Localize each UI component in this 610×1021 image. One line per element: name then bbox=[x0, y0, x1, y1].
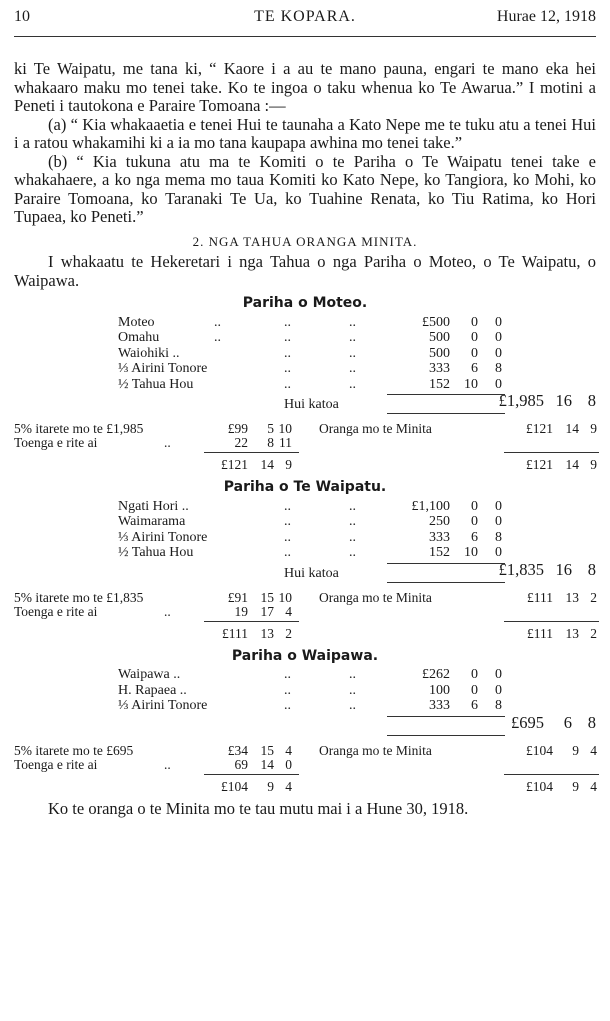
summary-left-rule bbox=[204, 452, 299, 453]
paragraph-motion-a: (a) “ Kia whakaaetia e tenei Hui te taunaha a Kato Nepe me te tuku atu a tenei Hui i a ratou whakamihi ki a ia mo tana kaupapa awhina mo tenei take.” bbox=[14, 114, 596, 152]
interest-amount-shillings: 15 bbox=[260, 742, 274, 758]
total-top-rule bbox=[387, 394, 505, 395]
parish-summary bbox=[14, 414, 596, 474]
balance-amount-pounds: 69 bbox=[234, 756, 248, 772]
balance-amount-shillings: 14 bbox=[260, 756, 274, 772]
stipend-amount-pounds: £104 bbox=[526, 742, 553, 758]
parish-block bbox=[14, 478, 596, 643]
right-total-amount-pounds: £104 bbox=[526, 778, 553, 794]
leader-dots: .. bbox=[284, 314, 291, 330]
leader-dots: .. bbox=[349, 498, 356, 514]
account-row bbox=[14, 683, 596, 699]
parish-table bbox=[14, 499, 596, 561]
account-name: Omahu bbox=[118, 330, 160, 345]
leader-dots: .. bbox=[349, 345, 356, 361]
leader-dots: .. bbox=[284, 345, 291, 361]
header-rule bbox=[14, 36, 596, 37]
leader-dots: .. bbox=[284, 514, 291, 529]
balance-amount-pounds: 22 bbox=[234, 435, 248, 450]
parish-total-row: Hui katoa £1,835 16 8 bbox=[14, 561, 596, 583]
paragraph-motion-b: (b) “ Kia tukuna atu ma te Komiti o te Pariha o Te Waipatu tenei take e whakahaere, a ko nga mema mo taua Komiti ko Kato Nepe, ko Tangiora, ko Mohi, ko Paraire Tomoana, ko Taranaki Te Ua, ko Tuahine Renata, ko Tiu Ratima, ko Hori Tupaea, ko Peneti.” bbox=[14, 151, 596, 226]
right-total-amount-shillings: 14 bbox=[565, 457, 579, 472]
balance-label: Toenga e rite ai bbox=[14, 435, 98, 450]
leader-dots: .. bbox=[284, 330, 291, 345]
summary-left-rule bbox=[204, 774, 299, 775]
parish-table bbox=[14, 315, 596, 393]
left-total-amount-pounds: £121 bbox=[221, 457, 248, 472]
amount-pounds: 500 bbox=[429, 345, 450, 361]
account-row bbox=[14, 530, 596, 546]
interest-amount-pounds: £91 bbox=[227, 589, 248, 605]
interest-amount-pence: 4 bbox=[285, 742, 292, 758]
total-top-rule bbox=[387, 716, 505, 717]
amount-pounds: 250 bbox=[429, 514, 450, 529]
leader-dots: .. bbox=[284, 682, 291, 698]
leader-dots: .. bbox=[214, 314, 221, 330]
summary-right-rule bbox=[504, 621, 599, 622]
minister-stipend-label: Oranga mo te Minita bbox=[319, 421, 432, 436]
right-total-amount-shillings: 13 bbox=[565, 625, 579, 641]
leader-dots: .. bbox=[284, 545, 291, 560]
left-total-amount-shillings: 13 bbox=[260, 625, 274, 641]
parish-table bbox=[14, 667, 596, 714]
paragraph-closing: Ko te oranga o te Minita mo te tau mutu mai i a Hune 30, 1918. bbox=[48, 798, 469, 818]
amount-pounds: 152 bbox=[429, 376, 450, 392]
amount-pence: 0 bbox=[495, 682, 502, 698]
interest-amount-pence: 10 bbox=[278, 421, 292, 436]
leader-dots: .. bbox=[284, 667, 291, 682]
stipend-amount-shillings: 13 bbox=[565, 589, 579, 605]
right-total-amount-pounds: £111 bbox=[527, 625, 553, 641]
amount-pounds: 100 bbox=[429, 682, 450, 698]
interest-amount-pence: 10 bbox=[278, 589, 292, 605]
left-total-amount-pence: 2 bbox=[285, 625, 292, 641]
account-row bbox=[14, 361, 596, 377]
total-top-rule bbox=[387, 563, 505, 564]
leader-dots: .. bbox=[349, 545, 356, 560]
account-row bbox=[14, 667, 596, 683]
account-row bbox=[14, 545, 596, 561]
left-total-amount-pence: 9 bbox=[285, 457, 292, 472]
article-body bbox=[14, 60, 596, 818]
parish-title: Pariha o Waipawa. bbox=[231, 647, 379, 664]
paragraph-intro: I whakaatu te Hekeretari i nga Tahua o nga Pariha o Moteo, o Te Waipatu, o Waipawa. bbox=[14, 252, 596, 290]
publication-title: TE KOPARA. bbox=[254, 8, 356, 25]
left-total-amount-pounds: £104 bbox=[221, 778, 248, 794]
right-total-amount-pence: 2 bbox=[590, 625, 597, 641]
leader-dots: .. bbox=[349, 376, 356, 392]
leader-dots: .. bbox=[284, 529, 291, 545]
balance-amount-shillings: 17 bbox=[260, 603, 274, 619]
amount-pounds: £500 bbox=[422, 314, 450, 330]
account-name: ⅓ Airini Tonore bbox=[118, 361, 208, 376]
stipend-amount-shillings: 9 bbox=[572, 742, 579, 758]
amount-pounds: 333 bbox=[429, 698, 450, 713]
account-row bbox=[14, 346, 596, 362]
account-name: ½ Tahua Hou bbox=[118, 376, 194, 392]
minister-stipend-label: Oranga mo te Minita bbox=[319, 742, 432, 758]
parish-summary bbox=[14, 583, 596, 643]
interest-label: 5% itarete mo te £1,835 bbox=[14, 589, 144, 605]
stipend-amount-pence: 9 bbox=[590, 421, 597, 436]
total-label: Hui katoa bbox=[284, 397, 339, 412]
leader-dots: .. bbox=[284, 376, 291, 392]
leader-dots: .. bbox=[284, 361, 291, 376]
amount-pence: 0 bbox=[495, 498, 502, 514]
amount-pence: 0 bbox=[495, 376, 502, 392]
interest-amount-pounds: £99 bbox=[227, 421, 248, 436]
summary-right-rule bbox=[504, 774, 599, 775]
right-total-amount-pence: 9 bbox=[590, 457, 597, 472]
amount-shillings: 6 bbox=[471, 361, 478, 376]
interest-amount-shillings: 5 bbox=[267, 421, 274, 436]
left-total-amount-shillings: 14 bbox=[260, 457, 274, 472]
account-row bbox=[14, 377, 596, 393]
balance-label: Toenga e rite ai bbox=[14, 603, 98, 619]
leader-dots: .. bbox=[349, 682, 356, 698]
parish-accounts bbox=[14, 294, 596, 796]
paragraph-1: ki Te Waipatu, me tana ki, “ Kaore i a au te mano pauna, engari te mano eka hei whakaaro maku mo tenei take. Ko te ingoa o taku whenua ko Te Awarua.” I motini a Peneti i tautokona e Paraire Tomoana :— bbox=[14, 59, 596, 115]
summary-left-rule bbox=[204, 621, 299, 622]
balance-amount-shillings: 8 bbox=[267, 435, 274, 450]
leader-dots: .. bbox=[164, 603, 171, 619]
parish-total-row: £695 6 8 bbox=[14, 714, 596, 736]
parish-title: Pariha o Moteo. bbox=[242, 295, 368, 311]
amount-shillings: 6 bbox=[471, 529, 478, 545]
amount-pence: 0 bbox=[495, 330, 502, 345]
amount-pence: 0 bbox=[495, 314, 502, 330]
balance-amount-pence: 4 bbox=[285, 603, 292, 619]
section-heading: 2. NGA TAHUA ORANGA MINITA. bbox=[192, 233, 418, 249]
leader-dots: .. bbox=[349, 698, 356, 713]
left-total-amount-pence: 4 bbox=[285, 778, 292, 794]
amount-pounds: £262 bbox=[422, 667, 450, 682]
page-number: 10 bbox=[14, 8, 30, 25]
stipend-amount-pence: 4 bbox=[590, 742, 597, 758]
amount-shillings: 0 bbox=[471, 345, 478, 361]
stipend-amount-shillings: 14 bbox=[565, 421, 579, 436]
amount-pence: 0 bbox=[495, 345, 502, 361]
amount-shillings: 0 bbox=[471, 682, 478, 698]
stipend-amount-pounds: £111 bbox=[527, 589, 553, 605]
minister-stipend-label: Oranga mo te Minita bbox=[319, 589, 432, 605]
account-name: Waimarama bbox=[118, 514, 186, 529]
account-name: ⅓ Airini Tonore bbox=[118, 529, 208, 545]
amount-shillings: 0 bbox=[471, 667, 478, 682]
left-total-amount-shillings: 9 bbox=[267, 778, 274, 794]
amount-pounds: 152 bbox=[429, 545, 450, 560]
amount-pounds: 333 bbox=[429, 529, 450, 545]
amount-shillings: 6 bbox=[471, 698, 478, 713]
leader-dots: .. bbox=[349, 667, 356, 682]
leader-dots: .. bbox=[284, 498, 291, 514]
right-total-amount-pence: 4 bbox=[590, 778, 597, 794]
stipend-amount-pence: 2 bbox=[590, 589, 597, 605]
account-name: Waipawa .. bbox=[118, 667, 181, 682]
account-name: H. Rapaea .. bbox=[118, 682, 187, 698]
leader-dots: .. bbox=[349, 514, 356, 529]
parish-block bbox=[14, 647, 596, 796]
leader-dots: .. bbox=[349, 314, 356, 330]
account-name: Ngati Hori .. bbox=[118, 498, 189, 514]
interest-amount-shillings: 15 bbox=[260, 589, 274, 605]
amount-shillings: 10 bbox=[464, 545, 478, 560]
leader-dots: .. bbox=[214, 330, 221, 345]
issue-date: Hurae 12, 1918 bbox=[496, 8, 596, 25]
account-row bbox=[14, 514, 596, 530]
account-name: ½ Tahua Hou bbox=[118, 545, 194, 560]
running-header bbox=[14, 8, 596, 30]
account-name: Waiohiki .. bbox=[118, 345, 180, 361]
interest-label: 5% itarete mo te £1,985 bbox=[14, 421, 144, 436]
leader-dots: .. bbox=[164, 435, 171, 450]
balance-amount-pounds: 19 bbox=[234, 603, 248, 619]
interest-amount-pounds: £34 bbox=[227, 742, 248, 758]
amount-shillings: 10 bbox=[464, 376, 478, 392]
amount-pence: 0 bbox=[495, 514, 502, 529]
amount-pounds: £1,100 bbox=[411, 498, 450, 514]
amount-shillings: 0 bbox=[471, 314, 478, 330]
account-row bbox=[14, 330, 596, 346]
stipend-amount-pounds: £121 bbox=[526, 421, 553, 436]
parish-summary bbox=[14, 736, 596, 796]
leader-dots: .. bbox=[349, 330, 356, 345]
amount-shillings: 0 bbox=[471, 514, 478, 529]
balance-amount-pence: 11 bbox=[279, 435, 292, 450]
amount-pounds: 500 bbox=[429, 330, 450, 345]
amount-pence: 0 bbox=[495, 545, 502, 560]
amount-pence: 0 bbox=[495, 667, 502, 682]
leader-dots: .. bbox=[284, 698, 291, 713]
amount-pence: 8 bbox=[495, 361, 502, 376]
left-total-amount-pounds: £111 bbox=[222, 625, 248, 641]
amount-pounds: 333 bbox=[429, 361, 450, 376]
leader-dots: .. bbox=[349, 529, 356, 545]
amount-pence: 8 bbox=[495, 529, 502, 545]
balance-amount-pence: 0 bbox=[285, 756, 292, 772]
parish-total-row: Hui katoa £1,985 16 8 bbox=[14, 392, 596, 414]
right-total-amount-shillings: 9 bbox=[572, 778, 579, 794]
parish-block bbox=[14, 294, 596, 474]
account-name: Moteo bbox=[118, 314, 155, 330]
account-name: ⅓ Airini Tonore bbox=[118, 698, 208, 713]
total-label: Hui katoa bbox=[284, 565, 339, 581]
account-row bbox=[14, 499, 596, 515]
parish-title: Pariha o Te Waipatu. bbox=[223, 479, 387, 495]
leader-dots: .. bbox=[349, 361, 356, 376]
amount-shillings: 0 bbox=[471, 330, 478, 345]
account-row bbox=[14, 698, 596, 714]
interest-label: 5% itarete mo te £695 bbox=[14, 742, 134, 758]
amount-pence: 8 bbox=[495, 698, 502, 713]
amount-shillings: 0 bbox=[471, 498, 478, 514]
leader-dots: .. bbox=[164, 756, 171, 772]
balance-label: Toenga e rite ai bbox=[14, 756, 98, 772]
right-total-amount-pounds: £121 bbox=[526, 457, 553, 472]
account-row bbox=[14, 315, 596, 331]
summary-right-rule bbox=[504, 452, 599, 453]
